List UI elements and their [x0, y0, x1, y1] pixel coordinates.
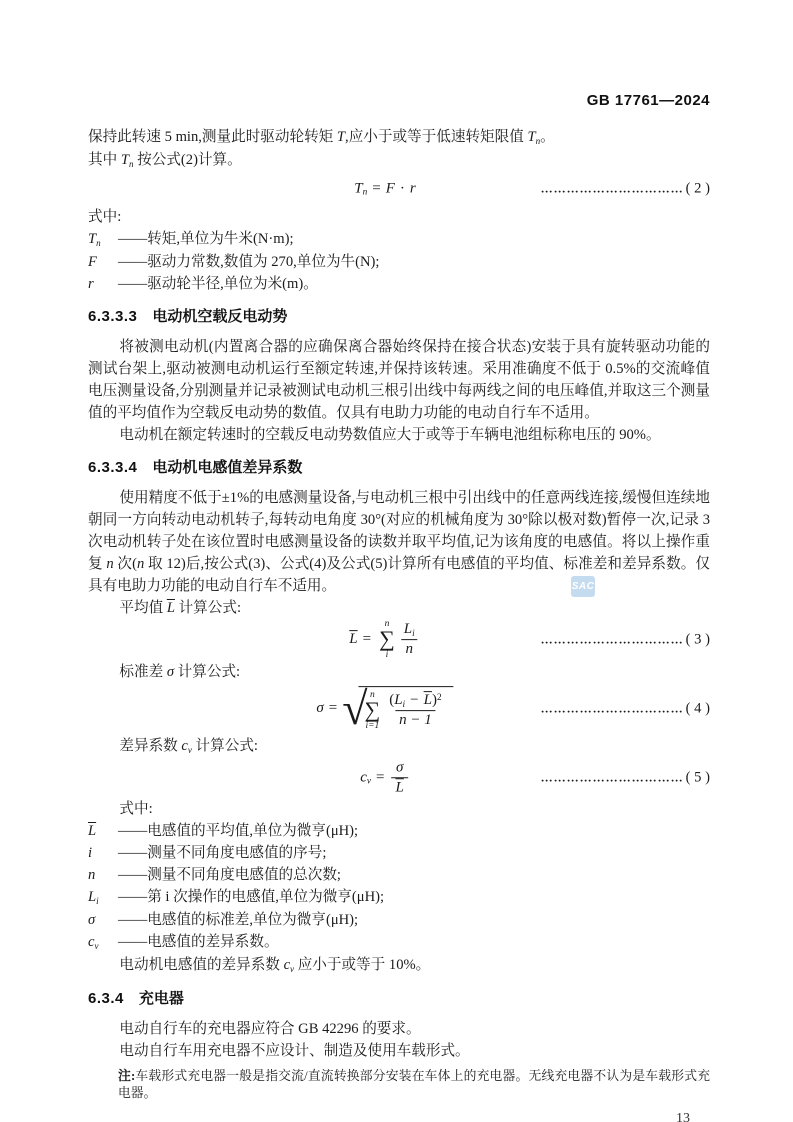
fraction-denominator: n − 1: [395, 710, 436, 729]
sym-cv: c: [88, 934, 95, 950]
formula-4-body: [316, 683, 453, 735]
formula-5: [88, 758, 710, 798]
var-def-row: [88, 886, 710, 909]
f3-Li-sub: i: [412, 629, 415, 640]
section-heading-634: [88, 989, 710, 1009]
var-cv-2-sub: v: [290, 964, 295, 974]
f5-equals: =: [376, 769, 385, 786]
var-symbol: [88, 931, 118, 954]
sym-sigma: σ: [88, 912, 96, 928]
f5-c-sub: v: [366, 776, 371, 786]
var-cv-2: c: [283, 957, 291, 973]
var-cv: c: [181, 738, 188, 754]
sym-i: i: [88, 845, 93, 861]
standard-number-header: GB 17761—2024: [586, 92, 710, 109]
where-label-1: 式中:: [88, 209, 122, 225]
formula-5-body: [360, 759, 410, 797]
var-description: ——测量不同角度电感值的序号;: [118, 845, 327, 861]
var-description: ——第 i 次操作的电感值,单位为微亨(μH);: [118, 889, 385, 905]
var-description: ——测量不同角度电感值的总次数;: [118, 867, 341, 883]
cv-label-text: 差异系数: [119, 738, 182, 754]
leader-dots: ……………………………: [540, 632, 684, 647]
formula-4-leader: [541, 701, 710, 718]
var-def-row: [88, 273, 710, 295]
intro-line-2-text: 其中: [88, 152, 121, 168]
formula-3-body: [349, 619, 420, 661]
f4-equals: =: [328, 700, 338, 717]
note-text: 车载形式充电器一般是指交流/直流转换部分安装在车体上的充电器。无线充电器不认为是车载形式充电器。: [118, 1069, 710, 1100]
fraction-numerator: [400, 621, 419, 639]
var-Tn-2: T: [120, 152, 129, 168]
sym-Li: L: [88, 889, 97, 905]
var-symbol: [88, 864, 118, 886]
std-formula-label: [88, 661, 710, 683]
var-Tn-sub: n: [535, 136, 541, 146]
fraction-denominator: n: [402, 639, 418, 658]
var-def-row: [88, 864, 710, 886]
f4-L-bar: $\overline{L}$: [423, 692, 432, 709]
var-description: ——电感值的差异系数。: [118, 934, 279, 950]
section-heading-6334: [88, 458, 710, 478]
f3-Li: L: [403, 621, 413, 638]
var-L-bar: $\overline{L}$: [166, 600, 175, 616]
var-def-row: [88, 931, 710, 954]
inductance-text-1: 使用精度不低于±1%的电感测量设备,与电动机三根中引出线中的任意两线连接,缓慢但连续地朝同一方向转动电动机转子,每转动电角度 30°(对应的机械角度为 30°除以极对数)暂停一次,记录 3 次电动机转子处在该位置时电感测量设备的读数并取平均值,记为该角度的电感值。将以上操作重复: [88, 490, 710, 572]
fraction: [400, 621, 419, 659]
f4-sigma: σ: [316, 700, 324, 717]
sym-cv-sub: v: [94, 941, 99, 951]
f4-Li: L: [394, 692, 403, 709]
sac-watermark: SAC: [571, 576, 595, 597]
formula-4: [88, 683, 710, 735]
var-def-row: [88, 251, 710, 273]
sym-Li-sub: i: [96, 896, 99, 906]
cv-formula-label: [88, 735, 710, 758]
var-cv-sub: v: [187, 745, 192, 755]
var-def-row: [88, 842, 710, 864]
f2-equals: =: [372, 180, 381, 197]
sym-T-sub: n: [96, 238, 101, 248]
cv-req-text: 电动机电感值的差异系数: [119, 957, 284, 973]
f3-equals: =: [362, 631, 372, 648]
fraction-denominator: L: [391, 778, 407, 797]
var-symbol: [88, 820, 118, 842]
sigma-glyph: ∑: [364, 697, 381, 723]
var-symbol: [88, 886, 118, 909]
section-number: 6.3.3.4: [88, 459, 138, 476]
summation-symbol: [365, 690, 381, 732]
var-n-2: n: [136, 556, 145, 572]
f3-L-bar: $\overline{L}$: [349, 631, 358, 648]
formula-2-leader: [541, 181, 710, 198]
paragraph-back-emf-req: 电动机在额定转速时的空载反电动势数值应大于或等于车辆电池组标称电压的 90%。: [119, 427, 661, 443]
note-label: 注:: [118, 1069, 136, 1083]
formula-3-leader: [541, 632, 710, 649]
minus-sign: −: [410, 692, 419, 709]
section-title: 电动机电感值差异系数: [152, 459, 303, 476]
paragraph-back-emf: 将被测电动机(内置离合器的应确保离合器始终保持在接合状态)安装于具有旋转驱动功能的测试台架上,驱动被测电动机运行至额定转速,并保持该转速。采用准确度不低于 0.5%的交流峰值电压测量设备,分别测量并记录被测试电动机三根引出线中每两线之间的电压峰值,并取这三个测量值的平均值作为空载反电动势的数值。仅具有电助力功能的电动自行车不适用。: [88, 339, 710, 421]
paragraph-charger-2: 电动自行车用充电器不应设计、制造及使用车载形式。: [119, 1043, 470, 1059]
var-description: ——驱动力常数,数值为 270,单位为牛(N);: [118, 254, 380, 270]
paragraph-inductance: [88, 487, 710, 597]
var-Tn-2-sub: n: [128, 159, 134, 169]
formula-2-number: ( 2 ): [685, 180, 710, 197]
fraction: [391, 759, 407, 797]
radical-sign: √: [342, 683, 368, 735]
var-description: ——电感值的标准差,单位为微亨(μH);: [118, 912, 359, 928]
sym-T: T: [88, 231, 97, 247]
formula-2-body: [354, 181, 415, 198]
var-symbol: [88, 842, 118, 864]
f2-T-sub: n: [362, 187, 368, 197]
section-number: 6.3.4: [88, 990, 124, 1007]
section-title: 充电器: [138, 990, 184, 1007]
fraction-numerator: [385, 692, 445, 710]
std-label-text: 标准差: [119, 664, 167, 680]
paren-open: (: [389, 692, 395, 709]
cv-req-text2: 应小于或等于 10%。: [294, 957, 431, 973]
section-heading-6333: [88, 307, 710, 327]
formula-5-number: ( 5 ): [685, 769, 710, 786]
f2-T: T: [354, 180, 363, 197]
f2-dot: ·: [399, 180, 405, 197]
intro-line-1-text2: ,应小于或等于低速转矩限值: [345, 129, 528, 145]
cv-label-text2: 计算公式:: [191, 738, 258, 754]
page-content: [88, 92, 710, 1122]
var-def-row: [88, 820, 710, 842]
fraction-numerator: σ: [395, 759, 404, 776]
std-label-text2: 计算公式:: [174, 664, 241, 680]
where-label-2: 式中:: [119, 801, 153, 817]
formula-3: [88, 619, 710, 661]
intro-line-2-text2: 按公式(2)计算。: [133, 152, 242, 168]
formula-3-number: ( 3 ): [685, 631, 710, 648]
var-description: ——驱动轮半径,单位为米(m)。: [118, 276, 318, 292]
intro-line-2: [88, 149, 710, 172]
var-def-row: [88, 228, 710, 251]
intro-line-1: [88, 126, 710, 149]
f5-c: c: [360, 769, 367, 786]
sigma-glyph: ∑: [379, 626, 395, 652]
inductance-text-2: 次(: [113, 556, 137, 572]
sym-L-bar: $\overline{L}$: [88, 823, 97, 839]
avg-label-text2: 计算公式:: [174, 600, 242, 616]
paragraph-charger-1: 电动自行车的充电器应符合 GB 42296 的要求。: [119, 1021, 421, 1037]
inductance-text-3: 取 12)后,按公式(3)、公式(4)及公式(5)计算所有电感值的平均值、标准差和差异系数。仅具有电助力功能的电动自行车不适用。: [88, 556, 711, 594]
f4-Li-sub: i: [402, 700, 406, 711]
section-number: 6.3.3.3: [88, 308, 138, 325]
sym-F: F: [88, 254, 97, 270]
var-def-row: [88, 909, 710, 931]
var-Tn: T: [527, 129, 536, 145]
paren-close: ): [431, 692, 437, 709]
sum-lower-limit: i=1: [365, 721, 380, 732]
var-sigma: σ: [166, 664, 175, 680]
var-symbol: [88, 251, 118, 273]
sum-upper-limit: n: [384, 619, 390, 630]
sum-lower-limit: i: [385, 650, 389, 661]
intro-line-1-end: 。: [540, 129, 555, 145]
square-exponent: 2: [436, 693, 442, 704]
sym-r: r: [88, 276, 94, 292]
var-symbol: [88, 273, 118, 295]
f2-r: r: [409, 180, 416, 197]
var-T: T: [336, 129, 346, 145]
leader-dots: ……………………………: [540, 770, 684, 785]
leader-dots: ……………………………: [540, 181, 684, 196]
f2-F: F: [385, 180, 395, 197]
var-n: n: [106, 556, 114, 572]
leader-dots: ……………………………: [540, 701, 684, 716]
charger-note: [88, 1068, 710, 1102]
avg-label-text: 平均值: [119, 600, 167, 616]
avg-formula-label: [88, 597, 710, 619]
var-symbol: [88, 228, 118, 251]
var-description: ——转矩,单位为牛米(N·m);: [118, 231, 294, 247]
formula-4-number: ( 4 ): [685, 700, 710, 717]
summation-symbol: [379, 619, 395, 661]
page-number: 13: [676, 1111, 690, 1122]
var-description: ——电感值的平均值,单位为微亨(μH);: [118, 823, 359, 839]
var-symbol: [88, 909, 118, 931]
section-title: 电动机空载反电动势: [152, 308, 288, 325]
sum-upper-limit: n: [369, 690, 375, 701]
cv-requirement: [88, 954, 710, 977]
radical-content: [359, 686, 454, 732]
fraction: [385, 692, 445, 730]
sym-n: n: [88, 867, 96, 883]
formula-2: [88, 172, 710, 206]
intro-line-1-text: 保持此转速 5 min,测量此时驱动轮转矩: [88, 129, 337, 145]
formula-5-leader: [541, 770, 710, 787]
square-root: [342, 683, 453, 735]
